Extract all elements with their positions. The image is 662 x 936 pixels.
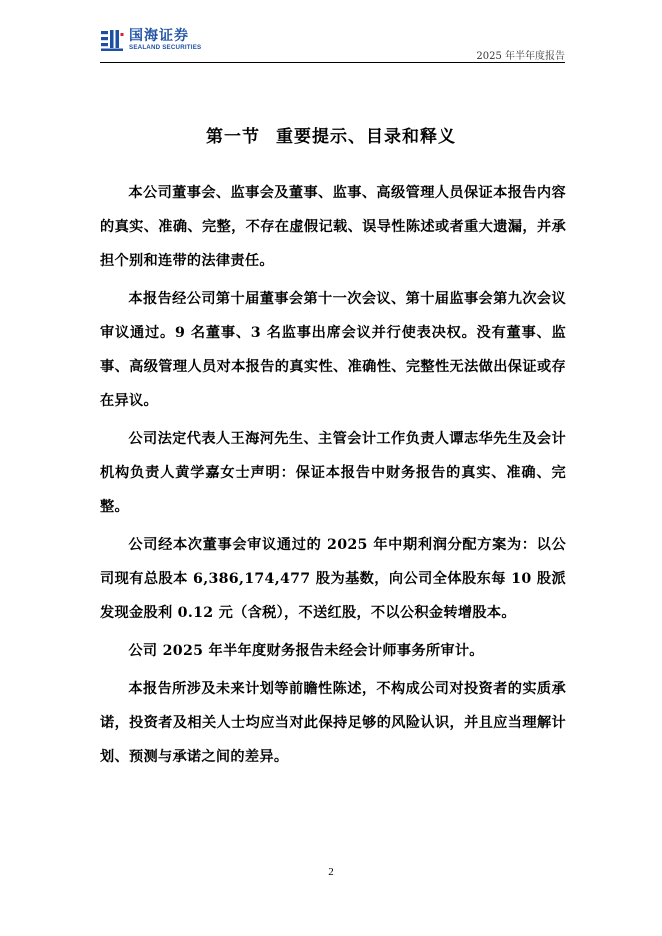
sealand-logo-icon <box>100 28 124 52</box>
paragraph-audit-note: 公司 2025 年半年度财务报告未经会计师事务所审计。 <box>128 643 484 659</box>
paragraph-approval: 本报告经公司第十届董事会第十一次会议、第十届监事会第九次会议审议通过。9 名董事、3 名监事出席会议并行使表决权。没有董事、监事、高级管理人员对本报告的真实性、准确性、完整性无法做出保证或存在异议。 <box>100 291 566 409</box>
header-divider <box>100 62 565 63</box>
paragraph-forward-looking: 本报告所涉及未来计划等前瞻性陈述，不构成公司对投资者的实质承诺，投资者及相关人士均应当对此保持足够的风险认识，并且应当理解计划、预测与承诺之间的差异。 <box>100 681 566 765</box>
company-logo <box>100 25 201 55</box>
paragraph-profit-distribution: 公司经本次董事会审议通过的 2025 年中期利润分配方案为：以公司现有总股本 6,386,174,477 股为基数，向公司全体股东每 10 股派发现金股利 0.12 元（含税），不送红股，不以公积金转增股本。 <box>100 537 566 621</box>
logo-chinese-name: 国海证券 <box>129 28 189 44</box>
paragraph-legal-statement: 公司法定代表人王海河先生、主管会计工作负责人谭志华先生及会计机构负责人黄学嘉女士声明：保证本报告中财务报告的真实、准确、完整。 <box>100 431 566 515</box>
page-header <box>100 20 565 64</box>
paragraph-board-guarantee: 本公司董事会、监事会及董事、监事、高级管理人员保证本报告内容的真实、准确、完整，不存在虚假记载、误导性陈述或者重大遗漏，并承担个别和连带的法律责任。 <box>100 185 566 269</box>
section-title: 重要提示、目录和释义 <box>276 127 456 147</box>
logo-english-name: SEALAND SECURITIES <box>129 44 202 51</box>
section-heading <box>0 122 662 147</box>
report-title: 2025 年半年度报告 <box>476 51 565 62</box>
page-number: 2 <box>328 866 334 878</box>
document-body <box>100 176 566 774</box>
section-number: 第一节 <box>206 127 260 147</box>
